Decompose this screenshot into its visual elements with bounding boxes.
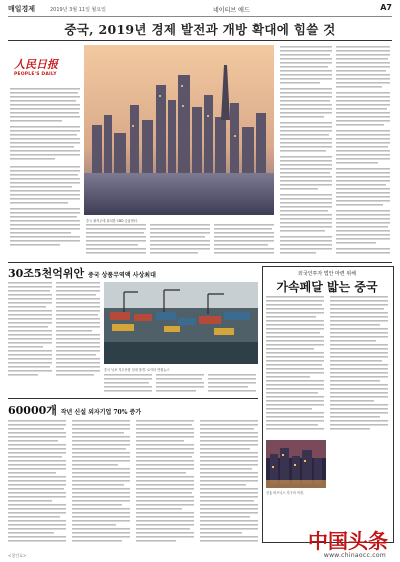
peoples-daily-logo [14,56,74,82]
text-lines [10,88,80,250]
article2-title-small: 중국 상품무역액 사상최대 [87,272,156,279]
article3-title: 가속페달 밟는 중국 [276,280,378,294]
harbor-image [104,282,258,364]
article3-kicker: 외국인투자 법안 마련 위해 [298,271,356,277]
article3-text [266,296,388,436]
article2-text-left [8,282,100,378]
text-lines [86,224,276,258]
article4-title-big: 60000개 [8,404,57,417]
page-footer: <창간호> [8,553,27,558]
logo-chinese: 人民日报 [14,58,58,71]
section-label: 네이티브 애드 [213,7,250,14]
article2-title [8,265,258,281]
page-header [8,2,392,17]
harbor-photo [104,282,258,364]
night-district-image [266,440,326,488]
skyline-image [84,45,274,215]
article1-column-left [10,88,80,250]
section-divider-2 [8,398,258,399]
page-number: A7 [380,3,392,12]
article4-title-small: 작년 신설 외자기업 70% 증가 [60,409,142,416]
issue-date: 2019년 3월 11일 월요일 [50,7,107,13]
article1-column-bottom [86,224,276,258]
night-photo-caption: 신흥 비즈니스 지구의 야경. [266,491,304,495]
text-lines [8,420,258,550]
text-lines [266,296,388,436]
main-headline: 중국, 2019년 경제 발전과 개방 확대에 힘쓸 것 [64,22,336,37]
text-lines [8,282,100,378]
logo-english: PEOPLE'S DAILY [14,72,57,77]
watermark-url: www.chinaocc.com [323,552,386,559]
article4-title [8,402,258,418]
city-skyline-photo [84,45,274,215]
watermark-logo: 中国头条 [308,529,388,553]
night-district-photo [266,440,326,488]
headline-rule [8,40,392,41]
article2-title-big: 30조5천억위안 [8,267,85,280]
article4-text [8,420,258,550]
section-divider-1 [8,262,392,263]
top-photo-caption: 중국 광저우에 위치한 CBD 금융센터. [86,219,138,223]
article2-text-right [104,374,258,396]
text-lines [104,374,258,396]
publication-name: 매일경제 [8,5,36,13]
text-lines [280,46,390,258]
harbor-photo-caption: 중국 닝보 저우산항 일대 풍경. 로이터 연합뉴스 [104,368,170,372]
article1-column-right [280,46,390,258]
